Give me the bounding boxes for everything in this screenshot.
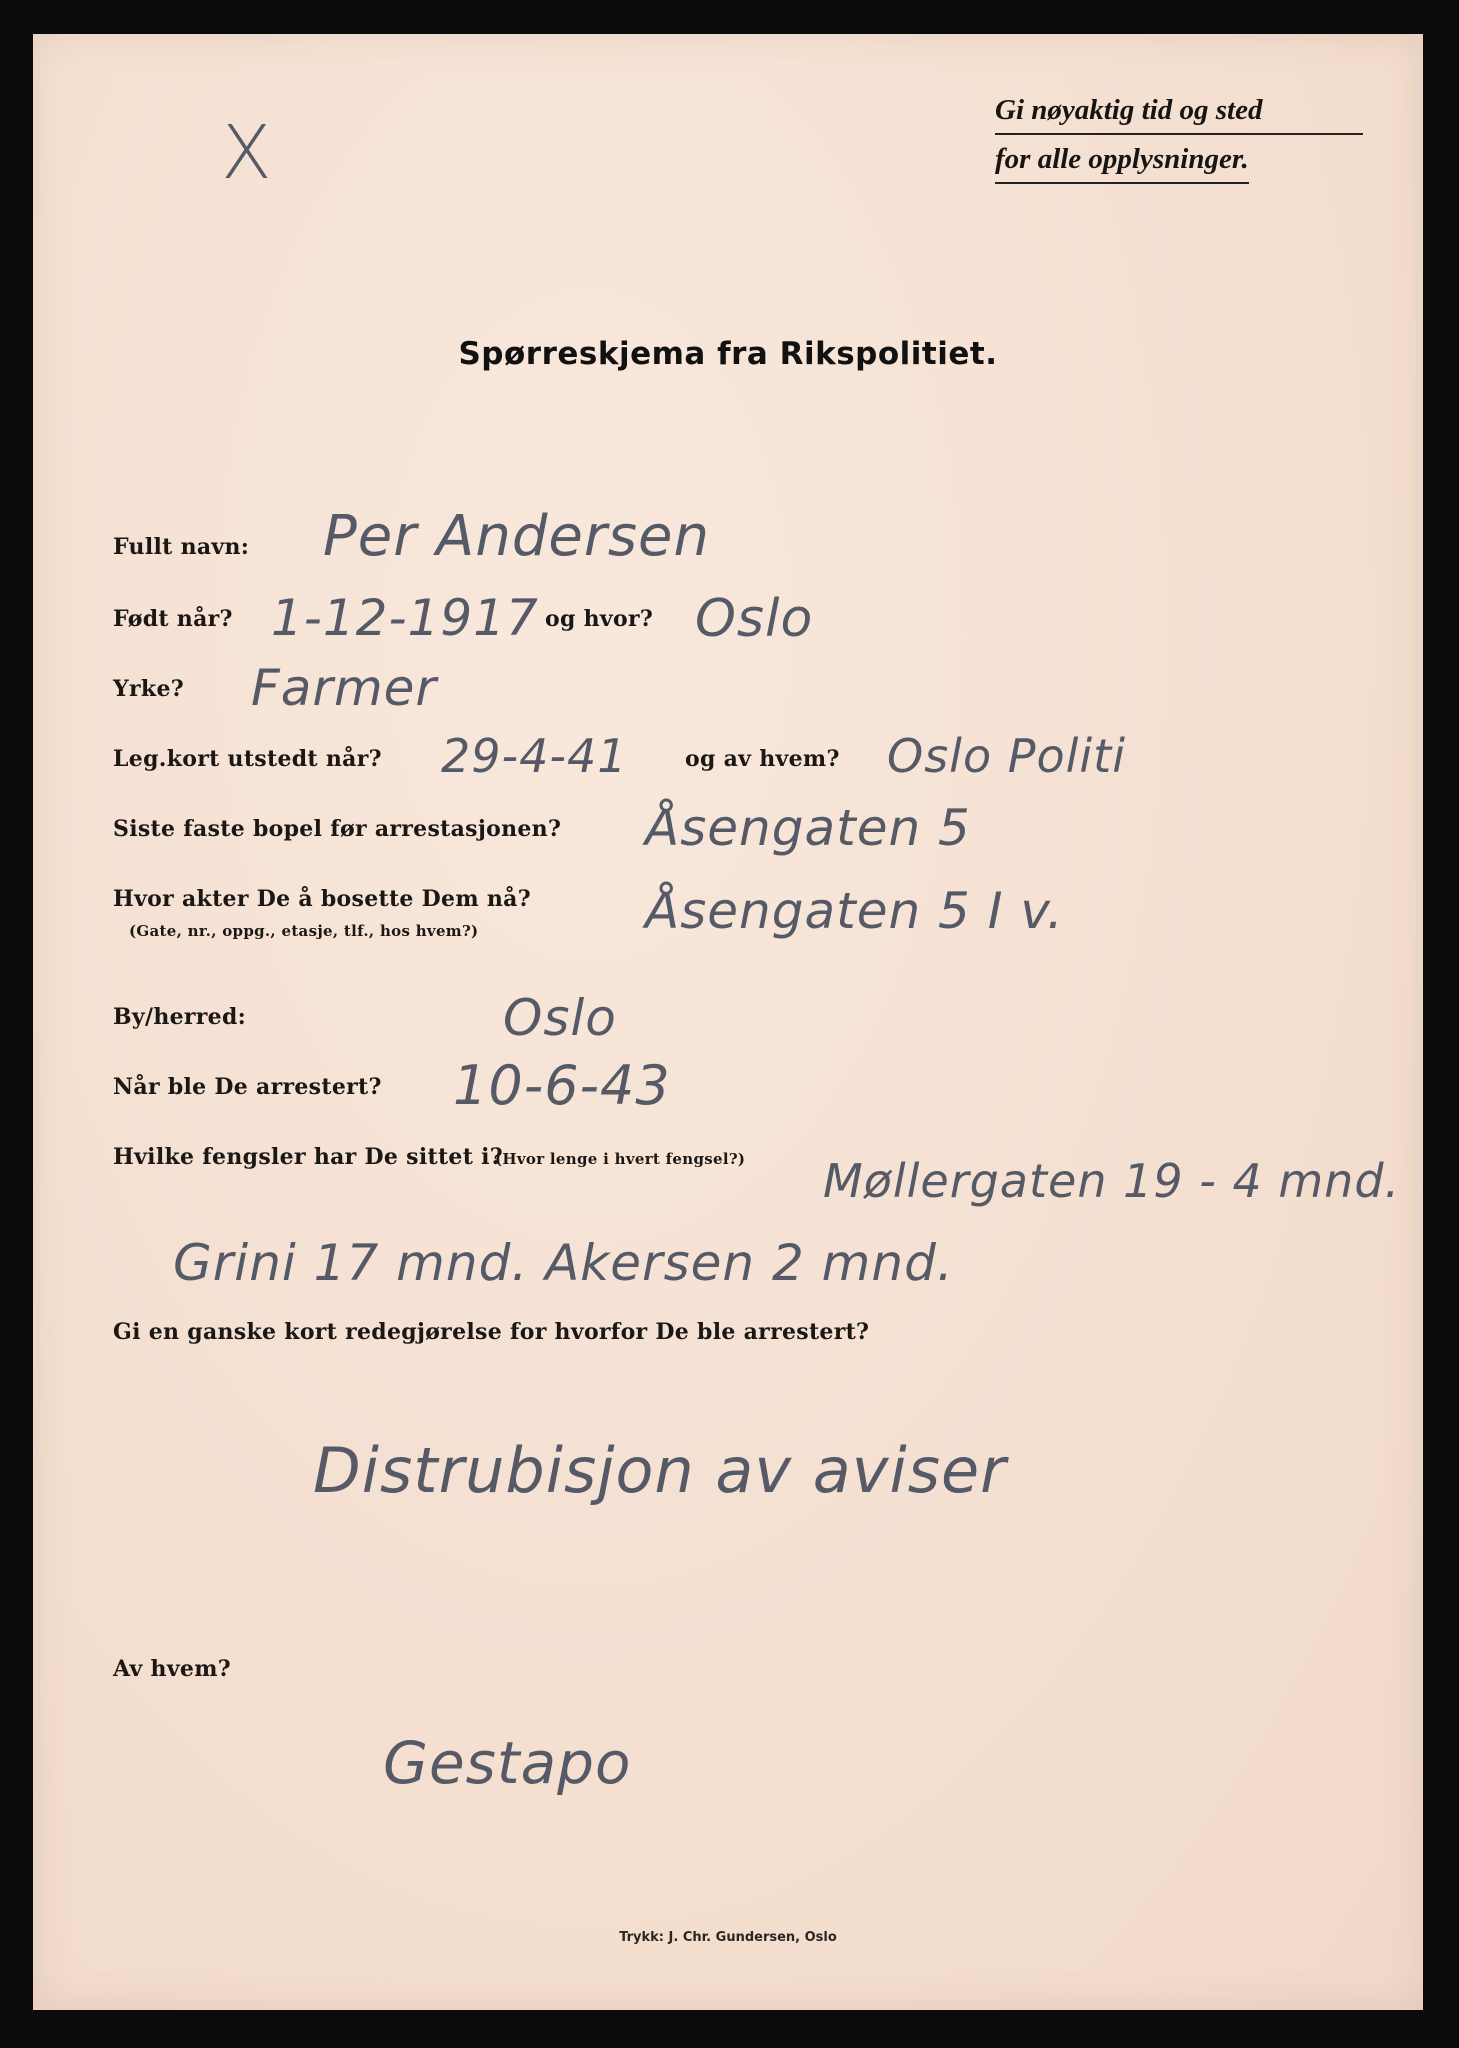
form-sheet	[33, 34, 1423, 2010]
answer-prisons-line-1: Møllergaten 19 - 4 mnd.	[823, 1154, 1401, 1208]
printer-credit: Trykk: J. Chr. Gundersen, Oslo	[619, 1930, 837, 1945]
label-id-card-by: og av hvem?	[685, 746, 840, 772]
instruction-note	[995, 94, 1363, 184]
label-born-where: og hvor?	[545, 606, 654, 632]
form-title: Spørreskjema fra Rikspolitiet.	[458, 336, 998, 372]
answer-id-card-by: Oslo Politi	[887, 729, 1126, 783]
answer-id-card-when: 29-4-41	[441, 729, 628, 783]
label-arrested-when: Når ble De arrestert?	[113, 1074, 382, 1100]
instruction-line-1: Gi nøyaktig tid og sted	[995, 94, 1363, 135]
label-full-name: Fullt navn:	[113, 534, 250, 560]
label-prisons-hint: (Hvor lenge i hvert fengsel?)	[495, 1150, 746, 1168]
label-settle-hint: (Gate, nr., oppg., etasje, tlf., hos hvem?)	[129, 922, 479, 940]
label-settle-where: Hvor akter De å bosette Dem nå?	[113, 886, 531, 912]
corner-mark: X	[221, 110, 272, 196]
label-last-address: Siste faste bopel før arrestasjonen?	[113, 816, 562, 842]
answer-full-name: Per Andersen	[323, 504, 710, 569]
label-prisons: Hvilke fengsler har De sittet i?	[113, 1144, 503, 1170]
answer-settle-where: Åsengaten 5 I v.	[645, 882, 1064, 940]
answer-born-when: 1-12-1917	[271, 589, 539, 647]
label-arrested-by: Av hvem?	[113, 1656, 231, 1682]
label-born-when: Født når?	[113, 606, 233, 632]
answer-city: Oslo	[503, 989, 617, 1047]
answer-arrested-by: Gestapo	[383, 1729, 632, 1797]
answer-occupation: Farmer	[251, 659, 437, 717]
answer-last-address: Åsengaten 5	[645, 799, 971, 857]
answer-born-where: Oslo	[695, 589, 814, 649]
label-occupation: Yrke?	[113, 676, 184, 702]
label-city: By/herred:	[113, 1004, 247, 1030]
instruction-line-2: for alle opplysninger.	[995, 143, 1249, 184]
label-id-card-when: Leg.kort utstedt når?	[113, 746, 382, 772]
answer-arrested-when: 10-6-43	[453, 1054, 671, 1117]
answer-prisons-line-2: Grini 17 mnd. Akersen 2 mnd.	[173, 1234, 954, 1292]
answer-reason: Distrubisjon av aviser	[313, 1434, 1007, 1507]
label-reason: Gi en ganske kort redegjørelse for hvorfor De ble arrestert?	[113, 1319, 870, 1345]
